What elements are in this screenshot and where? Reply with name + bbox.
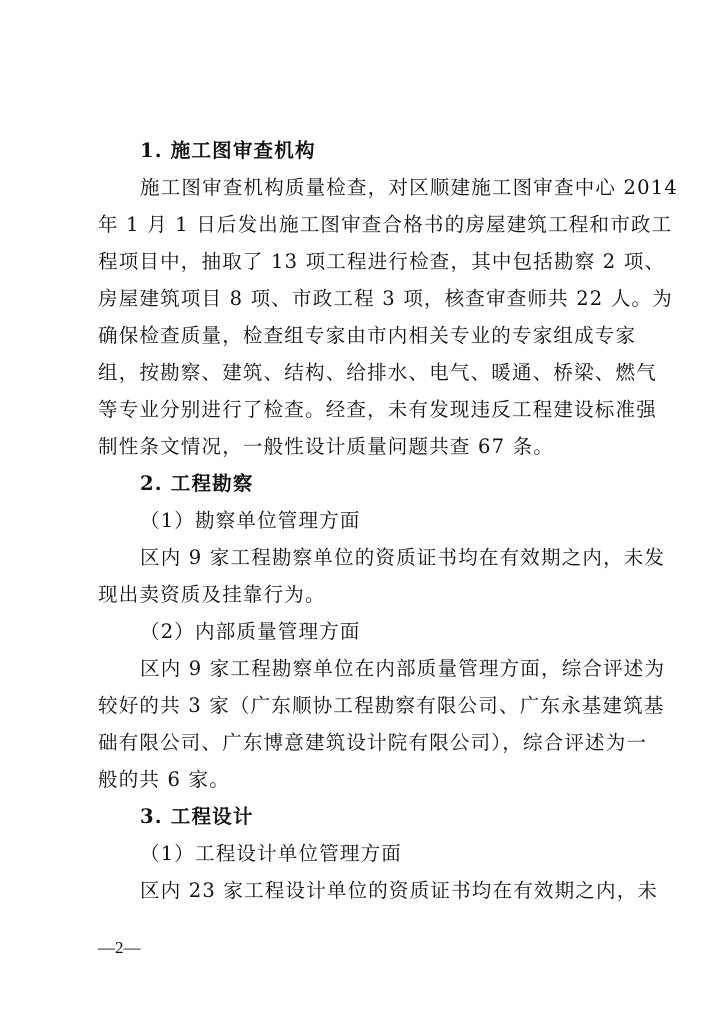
- paragraph-line: 制性条文情况，一般性设计质量问题共查 67 条。: [98, 435, 555, 458]
- paragraph-line: 区内 9 家工程勘察单位的资质证书均在有效期之内，未发: [140, 546, 666, 569]
- paragraph-line: 房屋建筑项目 8 项、市政工程 3 项，核查审查师共 22 人。为: [98, 287, 673, 310]
- paragraph-line: 程项目中，抽取了 13 项工程进行检查，其中包括勘察 2 项、: [98, 250, 666, 273]
- subsection-title: （1）勘察单位管理方面: [140, 509, 361, 532]
- section-1-heading: 1. 施工图审查机构: [140, 139, 316, 162]
- paragraph-line: 施工图审查机构质量检查，对区顺建施工图审查中心 2014: [140, 176, 678, 199]
- paragraph-line: 础有限公司、广东博意建筑设计院有限公司），综合评述为一: [98, 731, 648, 754]
- paragraph-line: 般的共 6 家。: [98, 768, 230, 791]
- subsection-title: （1）工程设计单位管理方面: [140, 842, 403, 865]
- page-number: —2—: [98, 938, 141, 957]
- paragraph-line: 较好的共 3 家（广东顺协工程勘察有限公司、广东永基建筑基: [98, 694, 665, 717]
- paragraph-line: 现出卖资质及挂靠行为。: [98, 583, 326, 606]
- subsection-title: （2）内部质量管理方面: [140, 620, 361, 643]
- section-3-heading: 3. 工程设计: [140, 805, 254, 828]
- paragraph-line: 确保检查质量，检查组专家由市内相关专业的专家组成专家: [98, 324, 637, 347]
- section-2-heading: 2. 工程勘察: [140, 472, 254, 495]
- paragraph-line: 年 1 月 1 日后发出施工图审查合格书的房屋建筑工程和市政工: [98, 213, 673, 236]
- paragraph-line: 组，按勘察、建筑、结构、给排水、电气、暖通、桥梁、燃气: [98, 361, 657, 384]
- paragraph-line: 区内 23 家工程设计单位的资质证书均在有效期之内，未: [140, 879, 659, 902]
- paragraph-line: 等专业分别进行了检查。经查，未有发现违反工程建设标准强: [98, 398, 657, 421]
- paragraph-line: 区内 9 家工程勘察单位在内部质量管理方面，综合评述为: [140, 657, 666, 680]
